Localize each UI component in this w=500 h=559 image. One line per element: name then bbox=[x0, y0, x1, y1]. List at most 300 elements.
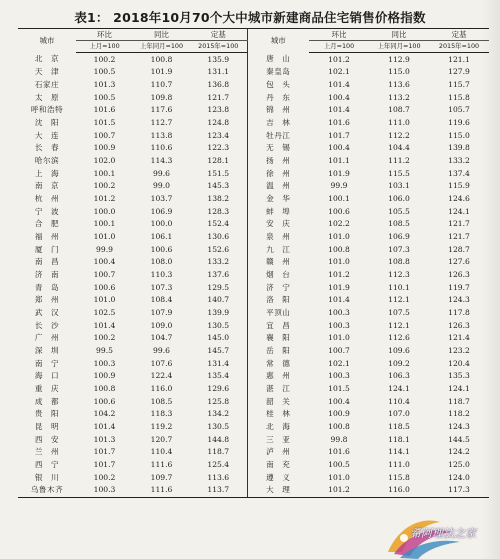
city-name-cell: 兰 州 bbox=[34, 447, 60, 457]
city-name-cell: 石家庄 bbox=[34, 79, 60, 89]
yoy-value-cell: 106.1 bbox=[150, 231, 173, 241]
mom-value-cell: 100.9 bbox=[328, 409, 350, 419]
city-name-cell: 上 海 bbox=[34, 168, 60, 178]
city-name-cell: 金 华 bbox=[247, 192, 309, 205]
table-title: 表1： 2018年10月70个大中城市新建商品住宅销售价格指数 bbox=[74, 10, 426, 25]
mom-value-cell: 101.3 bbox=[93, 434, 116, 444]
mom-value-cell: 101.6 bbox=[328, 117, 350, 127]
table-row bbox=[18, 129, 489, 142]
mom-value-cell: 101.2 bbox=[328, 54, 350, 64]
yoy-value-cell: 115.8 bbox=[388, 472, 410, 482]
mom-value-cell: 100.1 bbox=[328, 193, 350, 203]
mom-value-cell: 101.0 bbox=[328, 231, 350, 241]
mom-value-cell: 100.3 bbox=[76, 484, 133, 497]
mom-value-cell: 100.6 bbox=[328, 206, 350, 216]
city-name-cell: 吉 林 bbox=[247, 116, 309, 129]
subheader-mom-left: 上月=100 bbox=[76, 41, 133, 53]
yoy-value-cell: 105.5 bbox=[388, 206, 410, 216]
mom-value-cell: 101.4 bbox=[93, 422, 116, 432]
city-name-cell: 平顶山 bbox=[247, 306, 309, 319]
yoy-value-cell: 106.0 bbox=[388, 193, 410, 203]
mom-value-cell: 101.7 bbox=[328, 130, 350, 140]
base-value-cell: 117.8 bbox=[448, 307, 470, 317]
city-name-cell: 沈 阳 bbox=[34, 117, 60, 127]
city-name-cell: 三 亚 bbox=[247, 433, 309, 446]
city-name-cell: 秦皇岛 bbox=[247, 66, 309, 79]
base-value-cell: 120.4 bbox=[448, 358, 470, 368]
base-value-cell: 130.6 bbox=[207, 231, 230, 241]
city-name-cell: 青 岛 bbox=[34, 282, 60, 292]
city-name-cell: 包 头 bbox=[247, 78, 309, 91]
mom-value-cell: 102.5 bbox=[93, 307, 116, 317]
yoy-value-cell: 107.5 bbox=[388, 307, 410, 317]
mom-value-cell: 99.9 bbox=[96, 244, 113, 254]
city-name-cell: 乌鲁木齐 bbox=[18, 484, 76, 497]
table-row bbox=[18, 192, 489, 205]
mom-value-cell: 100.3 bbox=[93, 358, 116, 368]
subheader-yoy-left: 上年同月=100 bbox=[133, 41, 190, 53]
base-value-cell: 137.4 bbox=[448, 168, 470, 178]
base-value-cell: 121.7 bbox=[207, 92, 230, 102]
yoy-value-cell: 114.1 bbox=[388, 447, 410, 457]
mom-value-cell: 101.9 bbox=[328, 282, 350, 292]
yoy-value-cell: 109.6 bbox=[388, 345, 410, 355]
base-value-cell: 126.3 bbox=[448, 320, 470, 330]
base-value-cell: 105.7 bbox=[448, 105, 470, 115]
yoy-value-cell: 118.3 bbox=[150, 409, 173, 419]
base-value-cell: 125.0 bbox=[448, 460, 470, 470]
base-value-cell: 144.8 bbox=[207, 434, 230, 444]
table-row bbox=[18, 142, 489, 155]
base-value-cell: 127.6 bbox=[448, 257, 470, 267]
yoy-value-cell: 108.5 bbox=[150, 396, 173, 406]
mom-value-cell: 101.1 bbox=[328, 155, 350, 165]
yoy-value-cell: 112.6 bbox=[388, 333, 410, 343]
yoy-value-cell: 99.6 bbox=[153, 345, 170, 355]
city-name-cell: 银 川 bbox=[34, 472, 60, 482]
yoy-value-cell: 108.7 bbox=[388, 105, 410, 115]
city-name-cell: 济 南 bbox=[34, 269, 60, 279]
mom-value-cell: 100.1 bbox=[93, 168, 116, 178]
yoy-value-cell: 107.0 bbox=[388, 409, 410, 419]
table-row bbox=[18, 218, 489, 231]
yoy-value-cell: 119.2 bbox=[150, 422, 173, 432]
mom-value-cell: 100.7 bbox=[93, 130, 116, 140]
mom-value-cell: 101.9 bbox=[328, 168, 350, 178]
yoy-value-cell: 115.0 bbox=[388, 67, 410, 77]
mom-value-cell: 100.5 bbox=[328, 460, 350, 470]
yoy-value-cell: 109.2 bbox=[388, 358, 410, 368]
base-value-cell: 124.1 bbox=[448, 206, 470, 216]
city-name-cell: 宁 波 bbox=[34, 206, 60, 216]
mom-value-cell: 100.9 bbox=[93, 371, 116, 381]
city-name-cell: 杭 州 bbox=[34, 193, 60, 203]
base-value-cell: 151.5 bbox=[207, 168, 230, 178]
city-name-cell: 南 充 bbox=[247, 459, 309, 472]
base-value-cell: 139.8 bbox=[448, 143, 470, 153]
yoy-value-cell: 113.6 bbox=[388, 79, 410, 89]
base-value-cell: 124.3 bbox=[448, 422, 470, 432]
base-value-cell: 135.3 bbox=[448, 371, 470, 381]
yoy-value-cell: 110.4 bbox=[150, 447, 173, 457]
mom-value-cell: 100.2 bbox=[93, 472, 116, 482]
yoy-value-cell: 107.9 bbox=[150, 307, 173, 317]
mom-value-cell: 100.8 bbox=[328, 244, 350, 254]
subheader-base-left: 2015年=100 bbox=[190, 41, 247, 53]
base-value-cell: 113.6 bbox=[207, 472, 230, 482]
city-name-cell: 遵 义 bbox=[247, 471, 309, 484]
base-value-cell: 144.5 bbox=[448, 434, 470, 444]
mom-value-cell: 101.0 bbox=[93, 295, 116, 305]
table-row bbox=[18, 446, 489, 459]
mom-value-cell: 102.2 bbox=[328, 219, 350, 229]
yoy-value-cell: 106.3 bbox=[388, 371, 410, 381]
base-value-cell: 145.0 bbox=[207, 333, 230, 343]
mom-value-cell: 100.7 bbox=[328, 345, 350, 355]
base-value-cell: 128.3 bbox=[207, 206, 230, 216]
base-value-cell: 115.0 bbox=[448, 130, 470, 140]
table-row bbox=[18, 395, 489, 408]
table-row bbox=[18, 230, 489, 243]
base-value-cell: 137.6 bbox=[207, 269, 230, 279]
mom-value-cell: 100.4 bbox=[328, 92, 350, 102]
table-row bbox=[18, 370, 489, 383]
yoy-value-cell: 120.7 bbox=[150, 434, 173, 444]
yoy-value-cell: 106.9 bbox=[388, 231, 410, 241]
mom-value-cell: 101.3 bbox=[93, 79, 116, 89]
base-value-cell: 115.9 bbox=[448, 181, 470, 191]
base-value-cell: 121.7 bbox=[448, 219, 470, 229]
header-yoy-right: 同比 bbox=[369, 29, 429, 41]
base-value-cell: 121.7 bbox=[448, 231, 470, 241]
yoy-value-cell: 100.8 bbox=[150, 54, 173, 64]
mom-value-cell: 101.4 bbox=[328, 105, 350, 115]
header-city-right: 城市 bbox=[247, 29, 309, 53]
table-row bbox=[18, 91, 489, 104]
mom-value-cell: 101.5 bbox=[328, 384, 350, 393]
yoy-value-cell: 113.2 bbox=[388, 92, 410, 102]
mom-value-cell: 99.9 bbox=[330, 181, 348, 191]
table-row bbox=[18, 294, 489, 307]
yoy-value-cell: 117.6 bbox=[150, 105, 173, 115]
city-name-cell: 西 安 bbox=[34, 434, 60, 444]
city-name-cell: 安 庆 bbox=[247, 218, 309, 231]
yoy-value-cell: 106.9 bbox=[150, 206, 173, 216]
mom-value-cell: 104.2 bbox=[93, 409, 116, 419]
yoy-value-cell: 103.7 bbox=[150, 193, 173, 203]
base-value-cell: 123.2 bbox=[448, 345, 470, 355]
base-value-cell: 133.2 bbox=[207, 257, 230, 267]
city-name-cell: 泸 州 bbox=[247, 446, 309, 459]
base-value-cell: 118.2 bbox=[448, 409, 470, 419]
mom-value-cell: 101.0 bbox=[328, 333, 350, 343]
base-value-cell: 124.2 bbox=[448, 447, 470, 457]
yoy-value-cell: 100.6 bbox=[150, 244, 173, 254]
city-name-cell: 南 宁 bbox=[34, 358, 60, 368]
yoy-value-cell: 110.1 bbox=[388, 282, 410, 292]
mom-value-cell: 101.2 bbox=[309, 484, 369, 497]
base-value-cell: 130.5 bbox=[207, 422, 230, 432]
yoy-value-cell: 112.1 bbox=[388, 320, 410, 330]
mom-value-cell: 101.7 bbox=[93, 447, 116, 457]
base-value-cell: 152.6 bbox=[207, 244, 230, 254]
yoy-value-cell: 111.6 bbox=[133, 484, 190, 497]
mom-value-cell: 101.5 bbox=[93, 117, 116, 127]
table-row bbox=[18, 306, 489, 319]
mom-value-cell: 100.6 bbox=[93, 396, 116, 406]
header-yoy-left: 同比 bbox=[133, 29, 190, 41]
city-name-cell: 南 昌 bbox=[34, 257, 60, 267]
base-value-cell: 124.1 bbox=[448, 384, 470, 393]
base-value-cell: 124.3 bbox=[448, 295, 470, 305]
watermark-text: 希阿理法之家 bbox=[410, 527, 476, 540]
yoy-value-cell: 109.8 bbox=[150, 92, 173, 102]
subheader-base-right: 2015年=100 bbox=[429, 41, 489, 53]
base-value-cell: 125.4 bbox=[207, 460, 230, 470]
yoy-value-cell: 110.4 bbox=[388, 396, 410, 406]
yoy-value-cell: 112.1 bbox=[388, 295, 410, 305]
base-value-cell: 128.7 bbox=[448, 244, 470, 254]
city-name-cell: 太 原 bbox=[34, 92, 60, 102]
mom-value-cell: 99.8 bbox=[330, 434, 348, 444]
mom-value-cell: 100.7 bbox=[93, 269, 116, 279]
city-name-cell: 郑 州 bbox=[34, 295, 60, 305]
yoy-value-cell: 112.7 bbox=[150, 117, 173, 127]
table-row bbox=[18, 433, 489, 446]
mom-value-cell: 101.2 bbox=[93, 193, 116, 203]
city-name-cell: 福 州 bbox=[34, 231, 60, 241]
mom-value-cell: 100.4 bbox=[93, 257, 116, 267]
yoy-value-cell: 110.7 bbox=[150, 79, 173, 89]
mom-value-cell: 101.6 bbox=[328, 447, 350, 457]
base-value-cell: 130.5 bbox=[207, 320, 230, 330]
yoy-value-cell: 99.6 bbox=[153, 168, 170, 178]
city-name-cell: 桂 林 bbox=[247, 408, 309, 421]
base-value-cell: 128.1 bbox=[207, 155, 230, 165]
base-value-cell: 134.2 bbox=[207, 409, 230, 419]
base-value-cell: 123.8 bbox=[207, 105, 230, 115]
base-value-cell: 126.3 bbox=[448, 269, 470, 279]
base-value-cell: 121.4 bbox=[448, 333, 470, 343]
yoy-value-cell: 112.3 bbox=[388, 269, 410, 279]
base-value-cell: 124.6 bbox=[448, 193, 470, 203]
mom-value-cell: 101.4 bbox=[328, 295, 350, 305]
header-base-right: 定基 bbox=[429, 29, 489, 41]
base-value-cell: 117.3 bbox=[429, 484, 489, 497]
city-name-cell: 扬 州 bbox=[247, 154, 309, 167]
header-row-main bbox=[18, 29, 489, 41]
base-value-cell: 119.7 bbox=[448, 282, 470, 292]
city-name-cell: 重 庆 bbox=[34, 384, 60, 393]
yoy-value-cell: 111.0 bbox=[388, 117, 410, 127]
city-name-cell: 北 海 bbox=[247, 420, 309, 433]
base-value-cell: 145.7 bbox=[207, 345, 230, 355]
yoy-value-cell: 115.5 bbox=[388, 168, 410, 178]
base-value-cell: 123.4 bbox=[207, 130, 230, 140]
city-name-cell: 宜 昌 bbox=[247, 319, 309, 332]
table-row bbox=[18, 104, 489, 117]
header-mom-left: 环比 bbox=[76, 29, 133, 41]
base-value-cell: 121.1 bbox=[448, 54, 470, 64]
yoy-value-cell: 118.5 bbox=[388, 422, 410, 432]
base-value-cell: 139.9 bbox=[207, 307, 230, 317]
mom-value-cell: 100.6 bbox=[93, 282, 116, 292]
mom-value-cell: 101.0 bbox=[328, 472, 350, 482]
city-name-cell: 长 沙 bbox=[34, 320, 60, 330]
mom-value-cell: 100.3 bbox=[328, 307, 350, 317]
yoy-value-cell: 110.3 bbox=[150, 269, 173, 279]
table-body bbox=[18, 53, 489, 498]
table-row bbox=[18, 53, 489, 66]
mom-value-cell: 100.2 bbox=[93, 181, 116, 191]
yoy-value-cell: 108.4 bbox=[150, 295, 173, 305]
city-name-cell: 洛 阳 bbox=[247, 294, 309, 307]
base-value-cell: 118.7 bbox=[448, 396, 470, 406]
table-row bbox=[18, 484, 489, 497]
table-row bbox=[18, 154, 489, 167]
base-value-cell: 138.2 bbox=[207, 193, 230, 203]
mom-value-cell: 100.8 bbox=[328, 422, 350, 432]
city-name-cell: 济 宁 bbox=[247, 281, 309, 294]
table-row bbox=[18, 180, 489, 193]
yoy-value-cell: 113.8 bbox=[150, 130, 173, 140]
mom-value-cell: 102.1 bbox=[328, 67, 350, 77]
city-name-cell: 湛 江 bbox=[247, 382, 309, 395]
table-row bbox=[18, 357, 489, 370]
mom-value-cell: 100.3 bbox=[328, 320, 350, 330]
city-name-cell: 贵 阳 bbox=[34, 409, 60, 419]
city-name-cell: 烟 台 bbox=[247, 268, 309, 281]
yoy-value-cell: 101.9 bbox=[150, 67, 173, 77]
table-row bbox=[18, 167, 489, 180]
base-value-cell: 127.9 bbox=[448, 67, 470, 77]
base-value-cell: 145.3 bbox=[207, 181, 230, 191]
city-name-cell: 锦 州 bbox=[247, 104, 309, 117]
city-name-cell: 韶 关 bbox=[247, 395, 309, 408]
mom-value-cell: 101.0 bbox=[328, 257, 350, 267]
table-row bbox=[18, 459, 489, 472]
city-name-cell: 昆 明 bbox=[34, 422, 60, 432]
base-value-cell: 135.4 bbox=[207, 371, 230, 381]
city-name-cell: 徐 州 bbox=[247, 167, 309, 180]
city-name-cell: 天 津 bbox=[34, 67, 60, 77]
base-value-cell: 133.2 bbox=[448, 155, 470, 165]
yoy-value-cell: 111.0 bbox=[388, 460, 410, 470]
mom-value-cell: 100.4 bbox=[328, 143, 350, 153]
yoy-value-cell: 124.1 bbox=[388, 384, 410, 393]
base-value-cell: 122.3 bbox=[207, 143, 230, 153]
city-name-cell: 丹 东 bbox=[247, 91, 309, 104]
city-name-cell: 西 宁 bbox=[34, 460, 60, 470]
yoy-value-cell: 122.4 bbox=[150, 371, 173, 381]
city-name-cell: 成 都 bbox=[34, 396, 60, 406]
city-name-cell: 海 口 bbox=[34, 371, 60, 381]
city-name-cell: 哈尔滨 bbox=[34, 155, 60, 165]
mom-value-cell: 101.6 bbox=[93, 105, 116, 115]
yoy-value-cell: 111.2 bbox=[388, 155, 410, 165]
table-row bbox=[18, 332, 489, 345]
header-city-left: 城市 bbox=[18, 29, 76, 53]
yoy-value-cell: 107.3 bbox=[150, 282, 173, 292]
mom-value-cell: 100.9 bbox=[93, 143, 116, 153]
city-name-cell: 武 汉 bbox=[34, 307, 60, 317]
mom-value-cell: 101.7 bbox=[93, 460, 116, 470]
yoy-value-cell: 116.0 bbox=[369, 484, 429, 497]
table-row bbox=[18, 78, 489, 91]
subheader-yoy-right: 上年同月=100 bbox=[369, 41, 429, 53]
base-value-cell: 152.4 bbox=[207, 219, 230, 229]
table-row bbox=[18, 471, 489, 484]
yoy-value-cell: 104.7 bbox=[150, 333, 173, 343]
base-value-cell: 124.8 bbox=[207, 117, 230, 127]
city-name-cell: 长 春 bbox=[34, 143, 60, 153]
city-name-cell: 岳 阳 bbox=[247, 344, 309, 357]
city-name-cell: 大 理 bbox=[247, 484, 309, 497]
city-name-cell: 九 江 bbox=[247, 243, 309, 256]
base-value-cell: 131.4 bbox=[207, 358, 230, 368]
city-name-cell: 牡丹江 bbox=[247, 129, 309, 142]
table-row bbox=[18, 116, 489, 129]
yoy-value-cell: 108.8 bbox=[388, 257, 410, 267]
mom-value-cell: 100.8 bbox=[93, 384, 116, 393]
city-name-cell: 广 州 bbox=[34, 333, 60, 343]
base-value-cell: 135.9 bbox=[207, 54, 230, 64]
table-row bbox=[18, 382, 489, 395]
mom-value-cell: 101.4 bbox=[328, 79, 350, 89]
city-name-cell: 常 德 bbox=[247, 357, 309, 370]
base-value-cell: 136.8 bbox=[207, 79, 230, 89]
base-value-cell: 118.7 bbox=[207, 447, 230, 457]
mom-value-cell: 100.0 bbox=[93, 206, 116, 216]
city-name-cell: 温 州 bbox=[247, 180, 309, 193]
mom-value-cell: 102.1 bbox=[328, 358, 350, 368]
city-name-cell: 赣 州 bbox=[247, 256, 309, 269]
yoy-value-cell: 108.0 bbox=[150, 257, 173, 267]
yoy-value-cell: 104.4 bbox=[388, 143, 410, 153]
yoy-value-cell: 103.1 bbox=[388, 181, 410, 191]
mom-value-cell: 100.4 bbox=[328, 396, 350, 406]
city-name-cell: 襄 阳 bbox=[247, 332, 309, 345]
table-row bbox=[18, 205, 489, 218]
yoy-value-cell: 108.5 bbox=[388, 219, 410, 229]
city-name-cell: 惠 州 bbox=[247, 370, 309, 383]
yoy-value-cell: 109.7 bbox=[150, 472, 173, 482]
base-value-cell: 119.6 bbox=[448, 117, 470, 127]
yoy-value-cell: 99.0 bbox=[153, 181, 170, 191]
table-row bbox=[18, 256, 489, 269]
city-name-cell: 泉 州 bbox=[247, 230, 309, 243]
mom-value-cell: 100.2 bbox=[93, 54, 116, 64]
city-name-cell: 深 圳 bbox=[34, 345, 60, 355]
mom-value-cell: 101.0 bbox=[93, 231, 116, 241]
mom-value-cell: 102.0 bbox=[93, 155, 116, 165]
mom-value-cell: 100.5 bbox=[93, 67, 116, 77]
table-row bbox=[18, 281, 489, 294]
mom-value-cell: 99.5 bbox=[96, 345, 113, 355]
table-row bbox=[18, 243, 489, 256]
base-value-cell: 140.7 bbox=[207, 295, 230, 305]
yoy-value-cell: 107.3 bbox=[388, 244, 410, 254]
table-row bbox=[18, 420, 489, 433]
yoy-value-cell: 111.6 bbox=[150, 460, 173, 470]
mom-value-cell: 101.4 bbox=[93, 320, 116, 330]
mom-value-cell: 100.1 bbox=[93, 219, 116, 229]
city-name-cell: 合 肥 bbox=[34, 219, 60, 229]
mom-value-cell: 100.5 bbox=[93, 92, 116, 102]
city-name-cell: 呼和浩特 bbox=[30, 105, 64, 115]
base-value-cell: 125.8 bbox=[207, 396, 230, 406]
yoy-value-cell: 107.6 bbox=[150, 358, 173, 368]
